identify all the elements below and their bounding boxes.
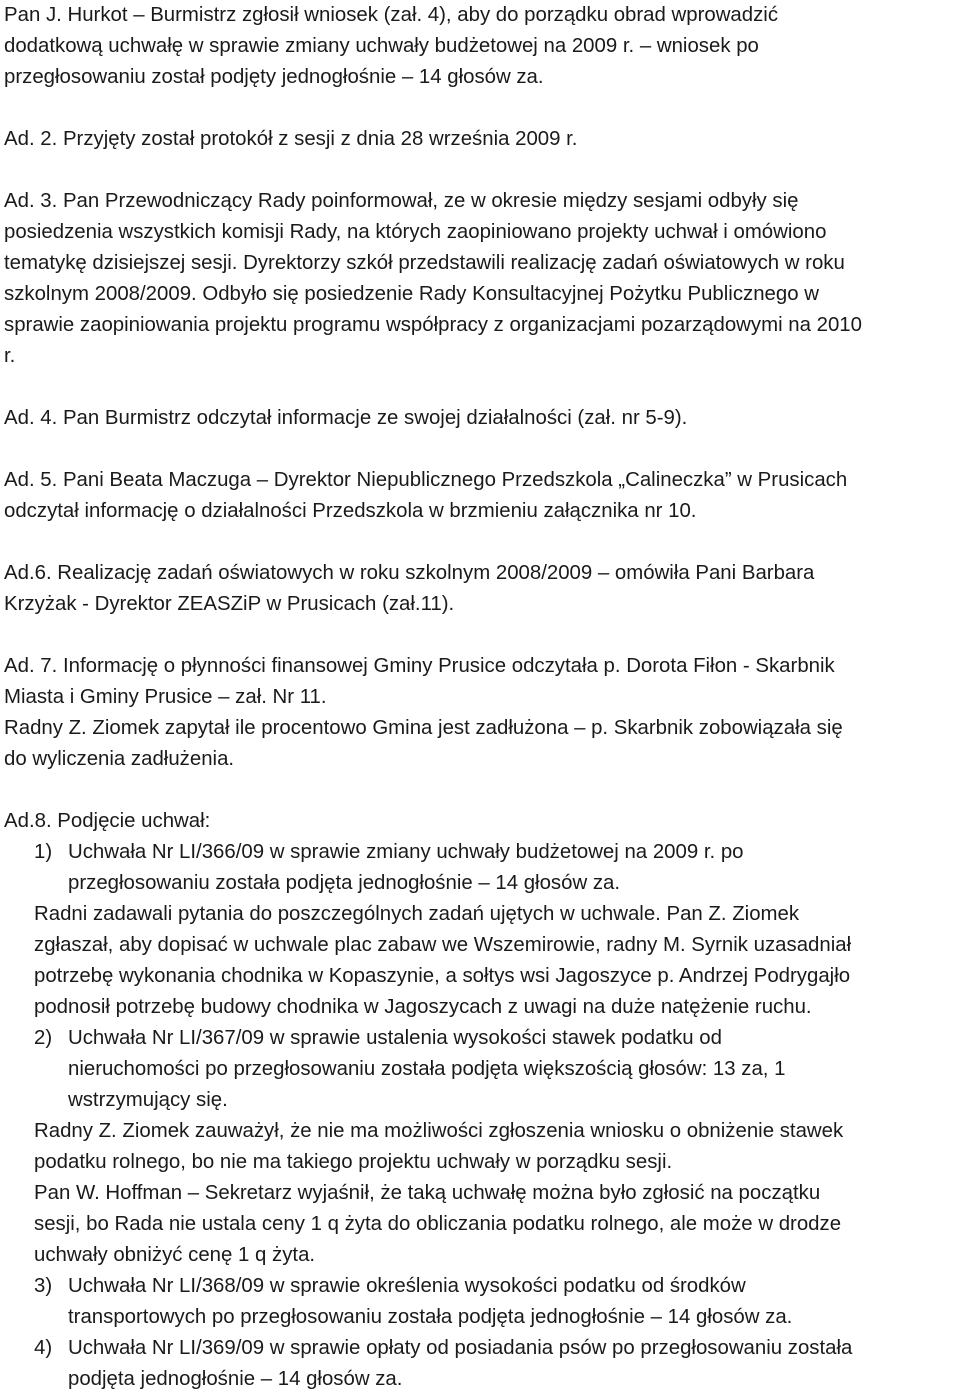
text-line: dodatkową uchwałę w sprawie zmiany uchwały budżetowej na 2009 r. – wniosek po [4,35,759,57]
text-line: Ad. 3. Pan Przewodniczący Rady poinformował, ze w okresie między sesjami odbyły się [4,190,799,212]
text-line: Uchwała Nr LI/366/09 w sprawie zmiany uchwały budżetowej na 2009 r. po [68,841,744,863]
list-number: 2) [34,1027,53,1049]
text-line: transportowych po przegłosowaniu została podjęta jednogłośnie – 14 głosów za. [68,1306,793,1328]
paragraph-ad6 [4,558,956,620]
text-line: posiedzenia wszystkich komisji Rady, na których zaopiniowano projekty uchwał i omówiono [4,221,827,243]
resolution-text [68,1023,956,1116]
text-line: Uchwała Nr LI/369/09 w sprawie opłaty od posiadania psów po przegłosowaniu została [68,1337,853,1359]
list-number: 1) [34,841,53,863]
text-line: odczytał informację o działalności Przedszkola w brzmieniu załącznika nr 10. [4,500,697,522]
text-line: do wyliczenia zadłużenia. [4,748,235,770]
text-line: nieruchomości po przegłosowaniu została podjęta większością głosów: 13 za, 1 [68,1058,786,1080]
resolution-item-3 [4,1271,956,1333]
paragraph-ad5 [4,465,956,527]
list-number: 4) [34,1337,53,1359]
text-line: przegłosowaniu została podjęta jednogłośnie – 14 głosów za. [68,872,621,894]
text-line: Miasta i Gminy Prusice – zał. Nr 11. [4,686,327,708]
text-line: Pan W. Hoffman – Sekretarz wyjaśnił, że taką uchwałę można było zgłosić na początku [34,1182,821,1204]
text-line: potrzebę wykonania chodnika w Kopaszynie, a sołtys wsi Jagoszyce p. Andrzej Podrygajło [34,965,851,987]
text-line: Ad. 5. Pani Beata Maczuga – Dyrektor Niepublicznego Przedszkola „Calineczka” w Prusicach [4,469,848,491]
text-line: Ad.6. Realizację zadań oświatowych w roku szkolnym 2008/2009 – omówiła Pani Barbara [4,562,815,584]
text-line: Ad. 2. Przyjęty został protokół z sesji z dnia 28 września 2009 r. [4,128,578,150]
discussion-after-resolution-2a [4,1116,956,1178]
text-line: wstrzymujący się. [68,1089,228,1111]
discussion-after-resolution-2b [4,1178,956,1271]
paragraph-ad3 [4,186,956,372]
resolution-item-2 [4,1023,956,1116]
paragraph-ad7 [4,651,956,775]
resolution-item-1 [4,837,956,899]
paragraph-ad8-heading [4,806,956,837]
text-line: Uchwała Nr LI/367/09 w sprawie ustalenia wysokości stawek podatku od [68,1027,722,1049]
resolution-text [68,1333,956,1395]
text-line: Ad. 7. Informację o płynności finansowej Gminy Prusice odczytała p. Dorota Fiłon - Skarbnik [4,655,835,677]
text-line: sprawie zaopiniowania projektu programu współpracy z organizacjami pozarządowymi na 2010 [4,314,862,336]
paragraph-ad4 [4,403,956,434]
text-line: sesji, bo Rada nie ustala ceny 1 q żyta do obliczania podatku rolnego, ale może w drodze [34,1213,842,1235]
text-line: uchwały obniżyć cenę 1 q żyta. [34,1244,316,1266]
text-line: Krzyżak - Dyrektor ZEASZiP w Prusicach (zał.11). [4,593,455,615]
text-line: podnosił potrzebę budowy chodnika w Jagoszycach z uwagi na duże natężenie ruchu. [34,996,812,1018]
text-line: Pan J. Hurkot – Burmistrz zgłosił wniosek (zał. 4), aby do porządku obrad wprowadzić [4,4,779,26]
text-line: Radny Z. Ziomek zauważył, że nie ma możliwości zgłoszenia wniosku o obniżenie stawek [34,1120,844,1142]
text-line: r. [4,345,16,367]
resolution-text [68,837,956,899]
resolution-text [68,1271,956,1333]
text-line: tematykę dzisiejszej sesji. Dyrektorzy szkół przedstawili realizację zadań oświatowych w roku [4,252,845,274]
text-line: Uchwała Nr LI/368/09 w sprawie określenia wysokości podatku od środków [68,1275,746,1297]
paragraph-intro [4,0,956,93]
list-number: 3) [34,1275,53,1297]
text-line: podjęta jednogłośnie – 14 głosów za. [68,1368,403,1390]
text-line: Radni zadawali pytania do poszczególnych zadań ujętych w uchwale. Pan Z. Ziomek [34,903,800,925]
text-line: przegłosowaniu został podjęty jednogłośnie – 14 głosów za. [4,66,544,88]
discussion-after-resolution-1 [4,899,956,1023]
text-line: Radny Z. Ziomek zapytał ile procentowo Gmina jest zadłużona – p. Skarbnik zobowiązała się [4,717,843,739]
text-line: zgłaszał, aby dopisać w uchwale plac zabaw we Wszemirowie, radny M. Syrnik uzasadniał [34,934,852,956]
resolution-item-4 [4,1333,956,1395]
paragraph-ad2 [4,124,956,155]
text-line: podatku rolnego, bo nie ma takiego projektu uchwały w porządku sesji. [34,1151,673,1173]
document-page [4,0,956,1395]
section-title: Ad.8. Podjęcie uchwał: [4,810,211,832]
text-line: szkolnym 2008/2009. Odbyło się posiedzenie Rady Konsultacyjnej Pożytku Publicznego w [4,283,819,305]
text-line: Ad. 4. Pan Burmistrz odczytał informacje ze swojej działalności (zał. nr 5-9). [4,407,688,429]
